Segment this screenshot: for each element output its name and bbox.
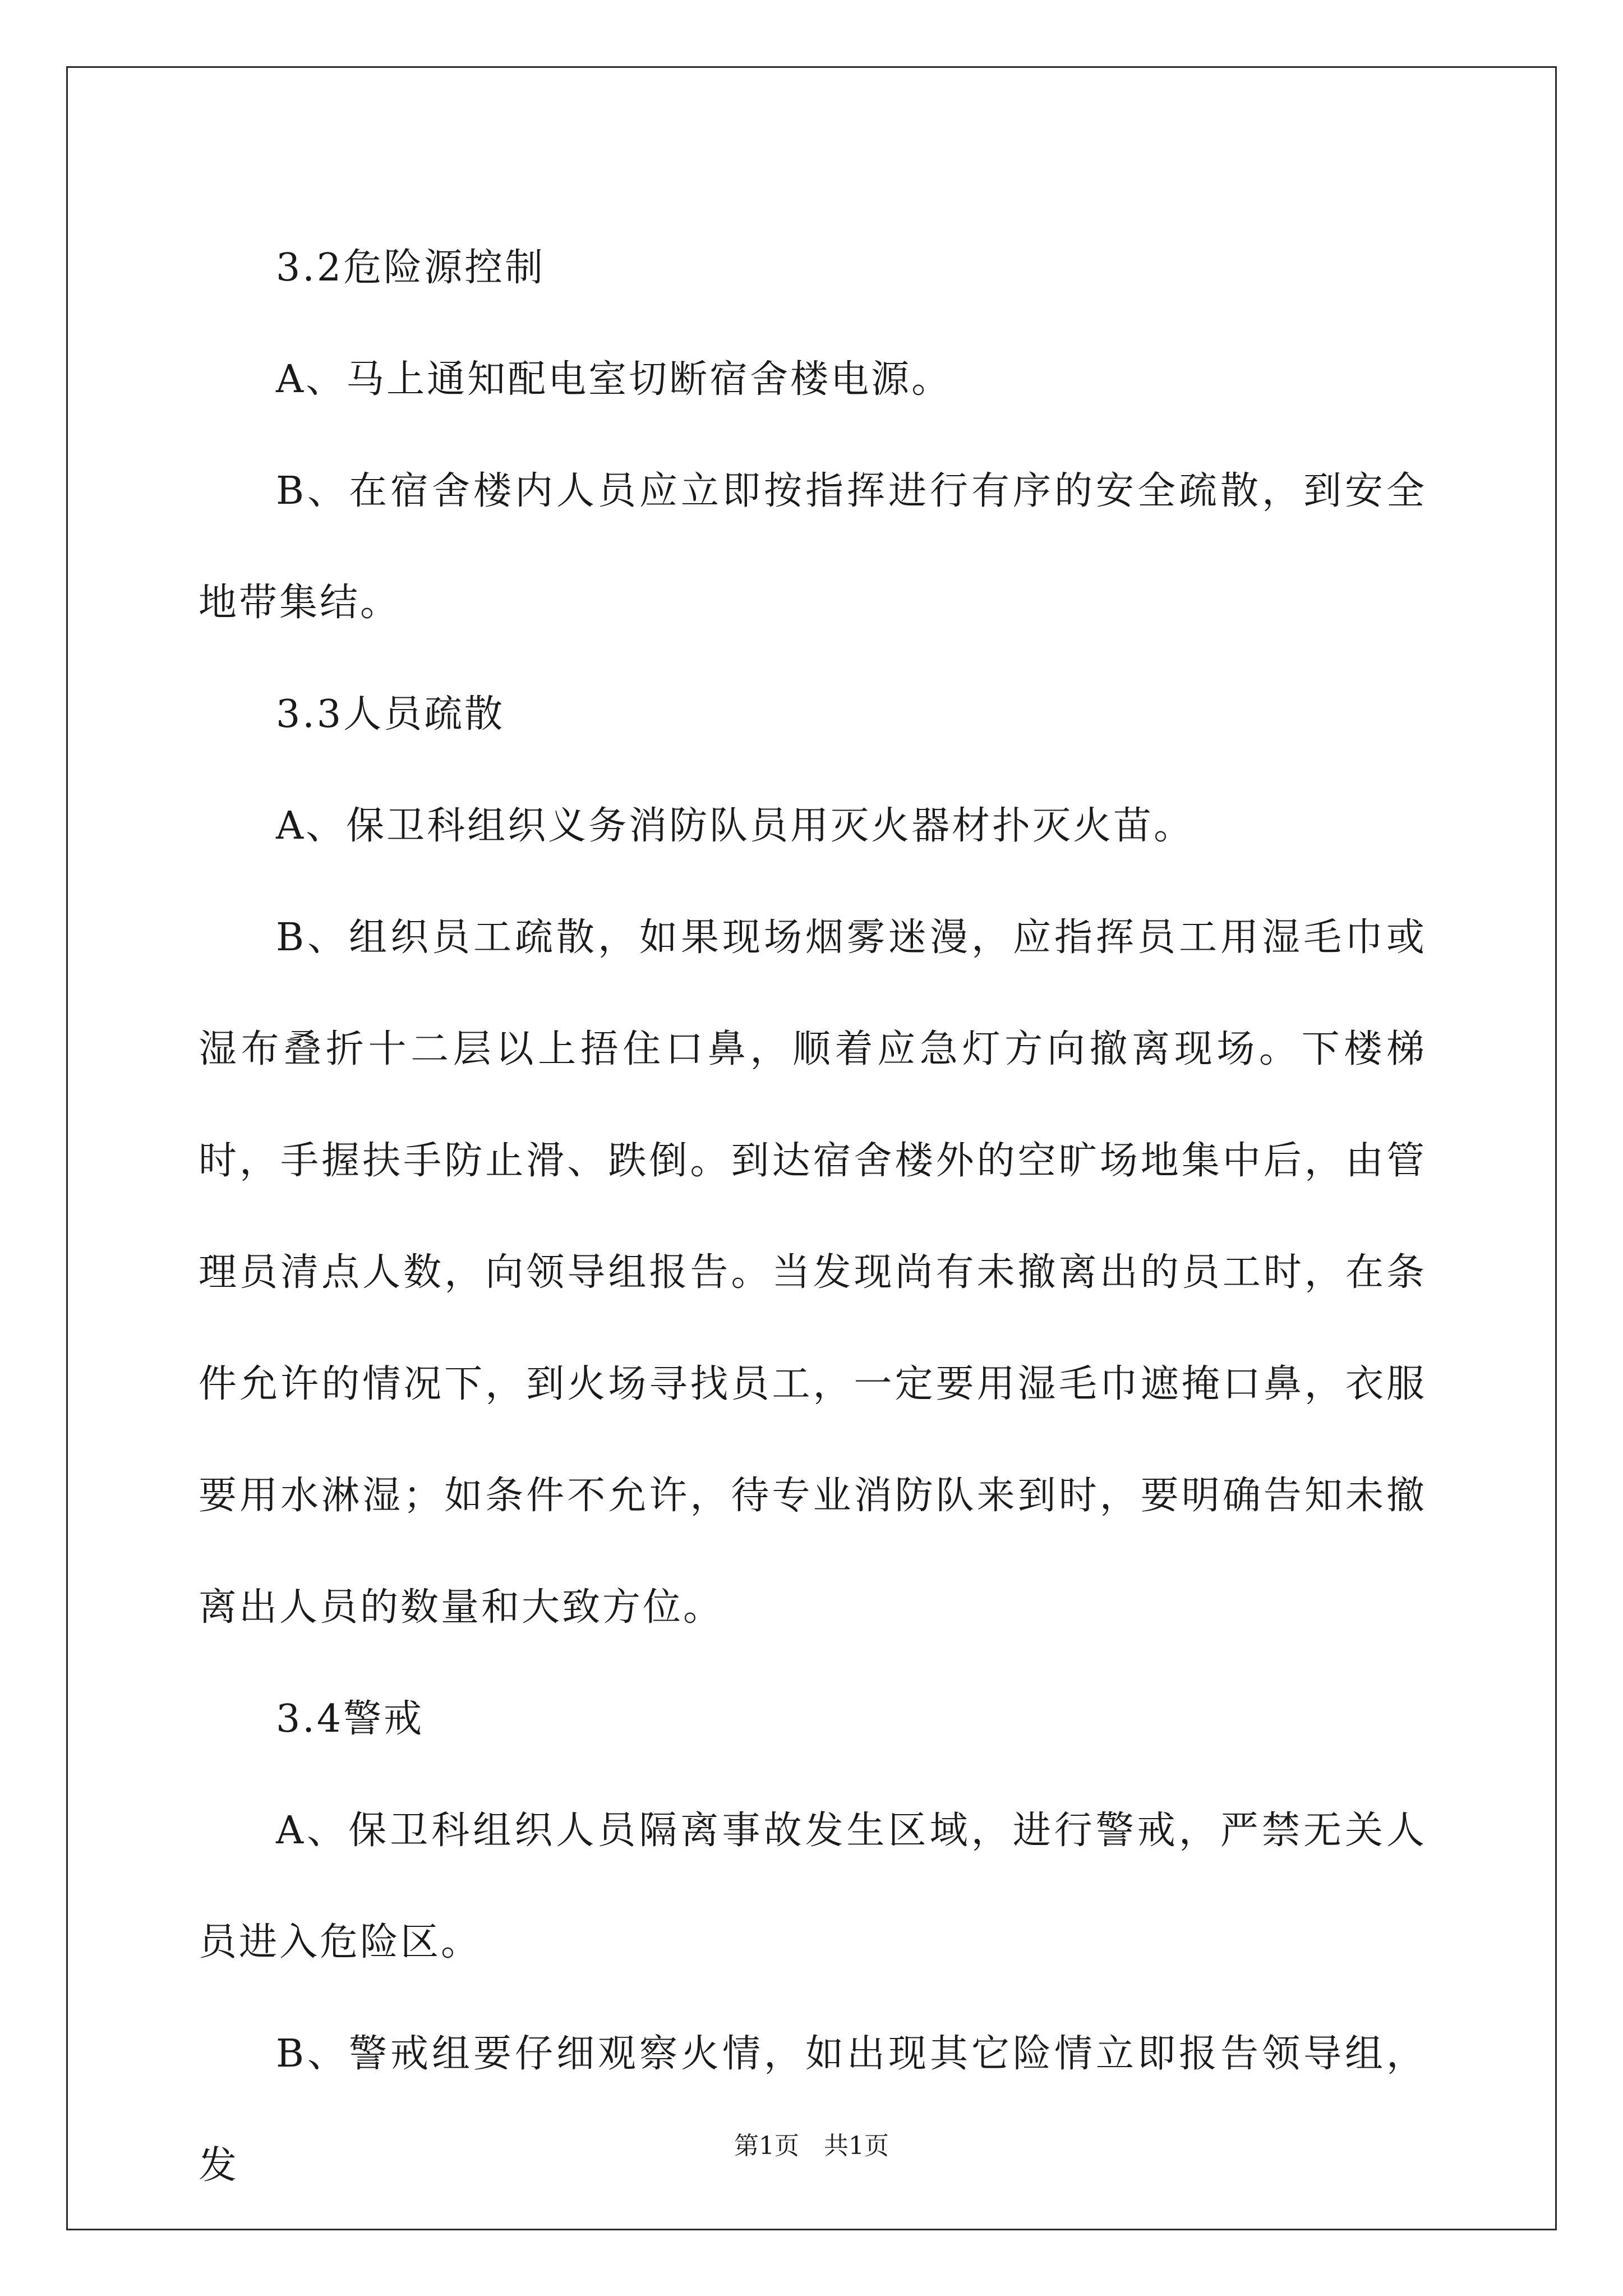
document-body <box>199 212 1427 2221</box>
paragraph: A、马上通知配电室切断宿舍楼电源。 <box>276 357 952 402</box>
paragraph: B、在宿舍楼内人员应立即按指挥进行有序的安全疏散，到安全地带集结。 <box>199 469 1427 625</box>
paragraph: B、组织员工疏散，如果现场烟雾迷漫，应指挥员工用湿毛巾或湿布叠折十二层以上捂住口鼻，顺着应急灯方向撤离现场。下楼梯时，手握扶手防止滑、跌倒。到达宿舍楼外的空旷场地集中后，由管理员清点人数，向领导组报告。当发现尚有未撤离出的员工时，在条件允许的情况下，到火场寻找员工，一定要用湿毛巾遮掩口鼻，衣服要用水淋湿；如条件不允许，待专业消防队来到时，要明确告知未撤离出人员的数量和大致方位。 <box>199 915 1427 1630</box>
section-heading-3-4: 3.4警戒 <box>276 1697 425 1741</box>
paragraph: A、保卫科组织义务消防队员用灭火器材扑灭火苗。 <box>276 804 1195 848</box>
paragraph: B、警戒组要仔细观察火情，如出现其它险情立即报告领导组，发 <box>199 2032 1427 2188</box>
paragraph: A、保卫科组织人员隔离事故发生区域，进行警戒，严禁无关人员进入危险区。 <box>199 1809 1427 1964</box>
section-heading-3-3: 3.3人员疏散 <box>276 692 505 737</box>
page-footer: 第1页 共1页 <box>734 2132 889 2160</box>
section-heading-3-2: 3.2危险源控制 <box>276 246 546 290</box>
